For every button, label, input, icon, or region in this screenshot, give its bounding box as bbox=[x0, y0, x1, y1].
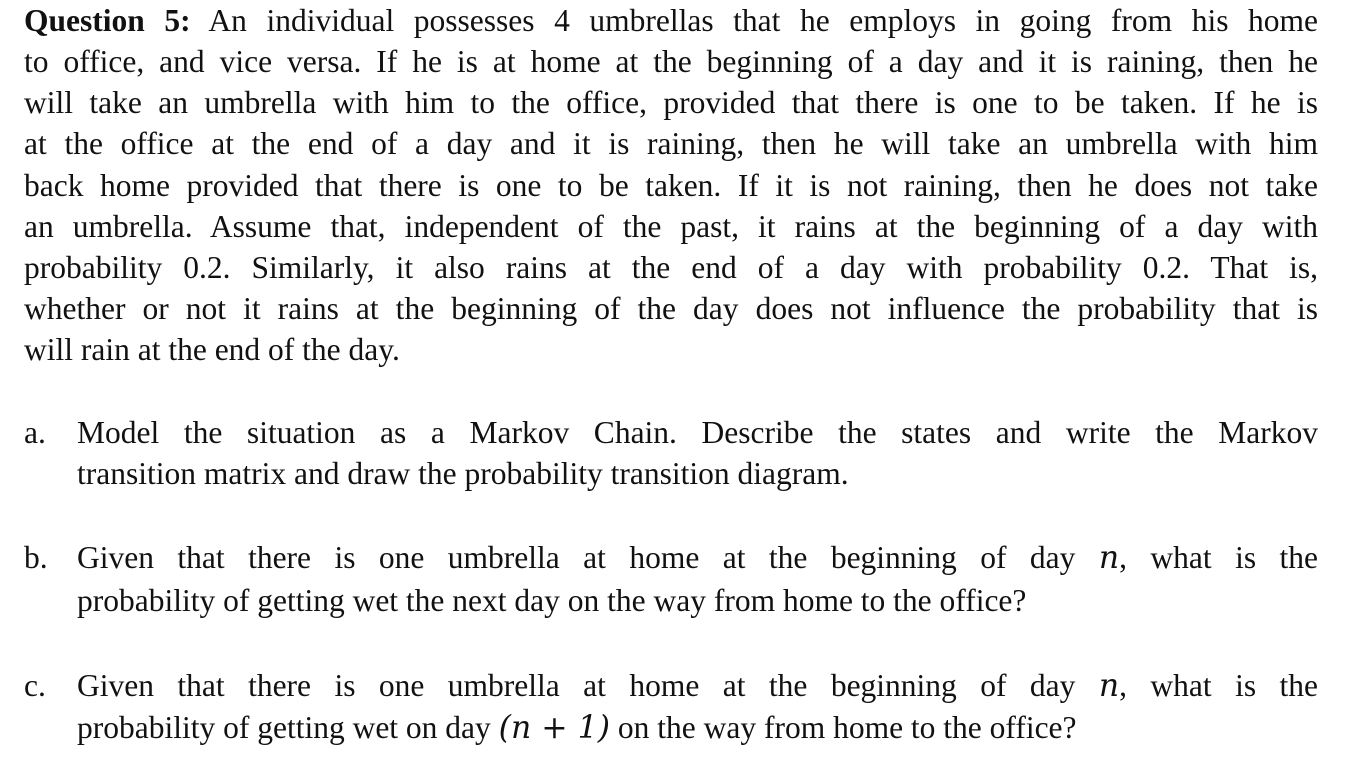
question-line-1-text: An individual possesses 4 umbrellas that he employs in going from his home bbox=[190, 3, 1319, 38]
question-line-9: will rain at the end of the day. bbox=[24, 332, 400, 367]
item-a-line-2: transition matrix and draw the probability transition diagram. bbox=[77, 456, 849, 491]
item-c-line-2 bbox=[77, 707, 1318, 749]
item-b-letter: b. bbox=[24, 540, 48, 575]
item-c-letter: c. bbox=[24, 668, 46, 703]
question-line-2: to office, and vice versa. If he is at home at the beginning of a day and it is raining, then he bbox=[24, 44, 1318, 79]
item-c-math-n: n bbox=[1098, 668, 1120, 704]
question-line-8: whether or not it rains at the beginning of the day does not influence the probability that is bbox=[24, 291, 1318, 326]
item-c-line-1 bbox=[77, 665, 1318, 707]
item-a-letter: a. bbox=[24, 415, 46, 450]
question-line-4: at the office at the end of a day and it is raining, then he will take an umbrella with him bbox=[24, 126, 1318, 161]
question-line-5: back home provided that there is one to be taken. If it is not raining, then he does not take bbox=[24, 168, 1318, 203]
question-line-7: probability 0.2. Similarly, it also rains at the end of a day with probability 0.2. That is, bbox=[24, 250, 1318, 285]
question-line-6: an umbrella. Assume that, independent of the past, it rains at the beginning of a day with bbox=[24, 209, 1318, 244]
item-c-line-2-text: probability of getting wet on day bbox=[77, 710, 499, 745]
item-b-line-1 bbox=[77, 537, 1318, 579]
question-label: Question 5: bbox=[24, 3, 191, 38]
item-c-math-n-plus-1: (n + 1) bbox=[498, 710, 610, 746]
item-b-line-1-text: Given that there is one umbrella at home at the beginning of day bbox=[77, 540, 1099, 575]
question-line-1 bbox=[24, 0, 1318, 41]
item-c-line-1-text: Given that there is one umbrella at home at the beginning of day bbox=[77, 668, 1099, 703]
item-c-line-1-end: , what is the bbox=[1119, 668, 1318, 703]
item-c-line-2-end: on the way from home to the office? bbox=[610, 710, 1077, 745]
item-b-line-1-end: , what is the bbox=[1119, 540, 1318, 575]
item-a-line-1: Model the situation as a Markov Chain. Describe the states and write the Markov bbox=[77, 415, 1318, 450]
item-b-math-n: n bbox=[1098, 540, 1120, 576]
question-line-3: will take an umbrella with him to the office, provided that there is one to be taken. If he is bbox=[24, 85, 1318, 120]
item-b-line-2: probability of getting wet the next day on the way from home to the office? bbox=[77, 583, 1027, 618]
